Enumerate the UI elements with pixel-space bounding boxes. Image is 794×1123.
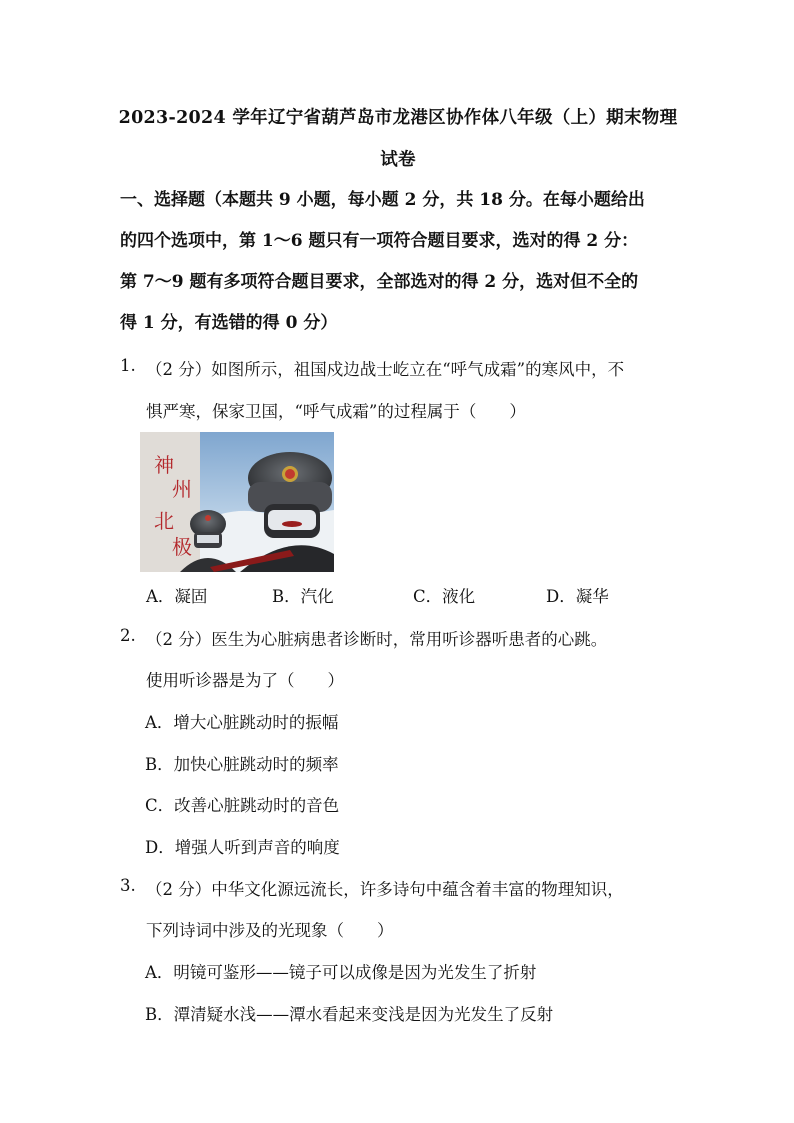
question-2-option-a: A．增大心脏跳动时的振幅 (145, 713, 339, 732)
question-1-option-a: A．凝固 (146, 587, 208, 606)
question-1-line-1: （2 分）如图所示，祖国戍边战士屹立在“呼气成霜”的寒风中，不 (146, 360, 625, 379)
soldiers-frost-photo (140, 432, 334, 572)
question-2-option-b: B．加快心脏跳动时的频率 (145, 755, 339, 774)
question-3-option-b: B．潭清疑水浅——潭水看起来变浅是因为光发生了反射 (145, 1005, 554, 1024)
question-2-number: 2. (120, 626, 136, 645)
section-line-1: 一、选择题（本题共 9 小题，每小题 2 分，共 18 分。在每小题给出 (120, 190, 645, 210)
exam-title-line-1: 2023-2024 学年辽宁省葫芦岛市龙港区协作体八年级（上）期末物理 (118, 108, 678, 128)
question-2-line-1: （2 分）医生为心脏病患者诊断时，常用听诊器听患者的心跳。 (146, 630, 608, 649)
exam-title-line-2: 试卷 (380, 150, 416, 170)
question-3-number: 3. (120, 876, 136, 895)
monument-char-3: 北 (154, 509, 174, 533)
question-3-line-2: 下列诗词中涉及的光现象（ ） (146, 921, 394, 940)
question-2-line-2: 使用听诊器是为了（ ） (146, 671, 344, 690)
question-1-option-d: D．凝华 (546, 587, 609, 606)
question-1-line-2: 惧严寒，保家卫国，“呼气成霜”的过程属于（ ） (146, 402, 526, 421)
question-2-option-c: C．改善心脏跳动时的音色 (145, 796, 340, 815)
section-line-2: 的四个选项中，第 1～6 题只有一项符合题目要求，选对的得 2 分： (120, 231, 639, 251)
section-line-3: 第 7～9 题有多项符合题目要求，全部选对的得 2 分，选对但不全的 (120, 272, 639, 292)
monument-char-1: 神 (154, 453, 174, 477)
question-2-option-d: D．增强人听到声音的响度 (145, 838, 340, 857)
question-3-option-a: A．明镜可鉴形——镜子可以成像是因为光发生了折射 (145, 963, 537, 982)
question-3-line-1: （2 分）中华文化源远流长，许多诗句中蕴含着丰富的物理知识， (146, 880, 624, 899)
monument-char-2: 州 (172, 477, 192, 501)
monument-char-4: 极 (172, 535, 192, 559)
question-1-number: 1. (120, 356, 136, 375)
section-heading (120, 180, 680, 344)
section-line-4: 得 1 分，有选错的得 0 分） (120, 313, 338, 333)
question-1-option-c: C．液化 (413, 587, 476, 606)
question-1-option-b: B．汽化 (272, 587, 334, 606)
